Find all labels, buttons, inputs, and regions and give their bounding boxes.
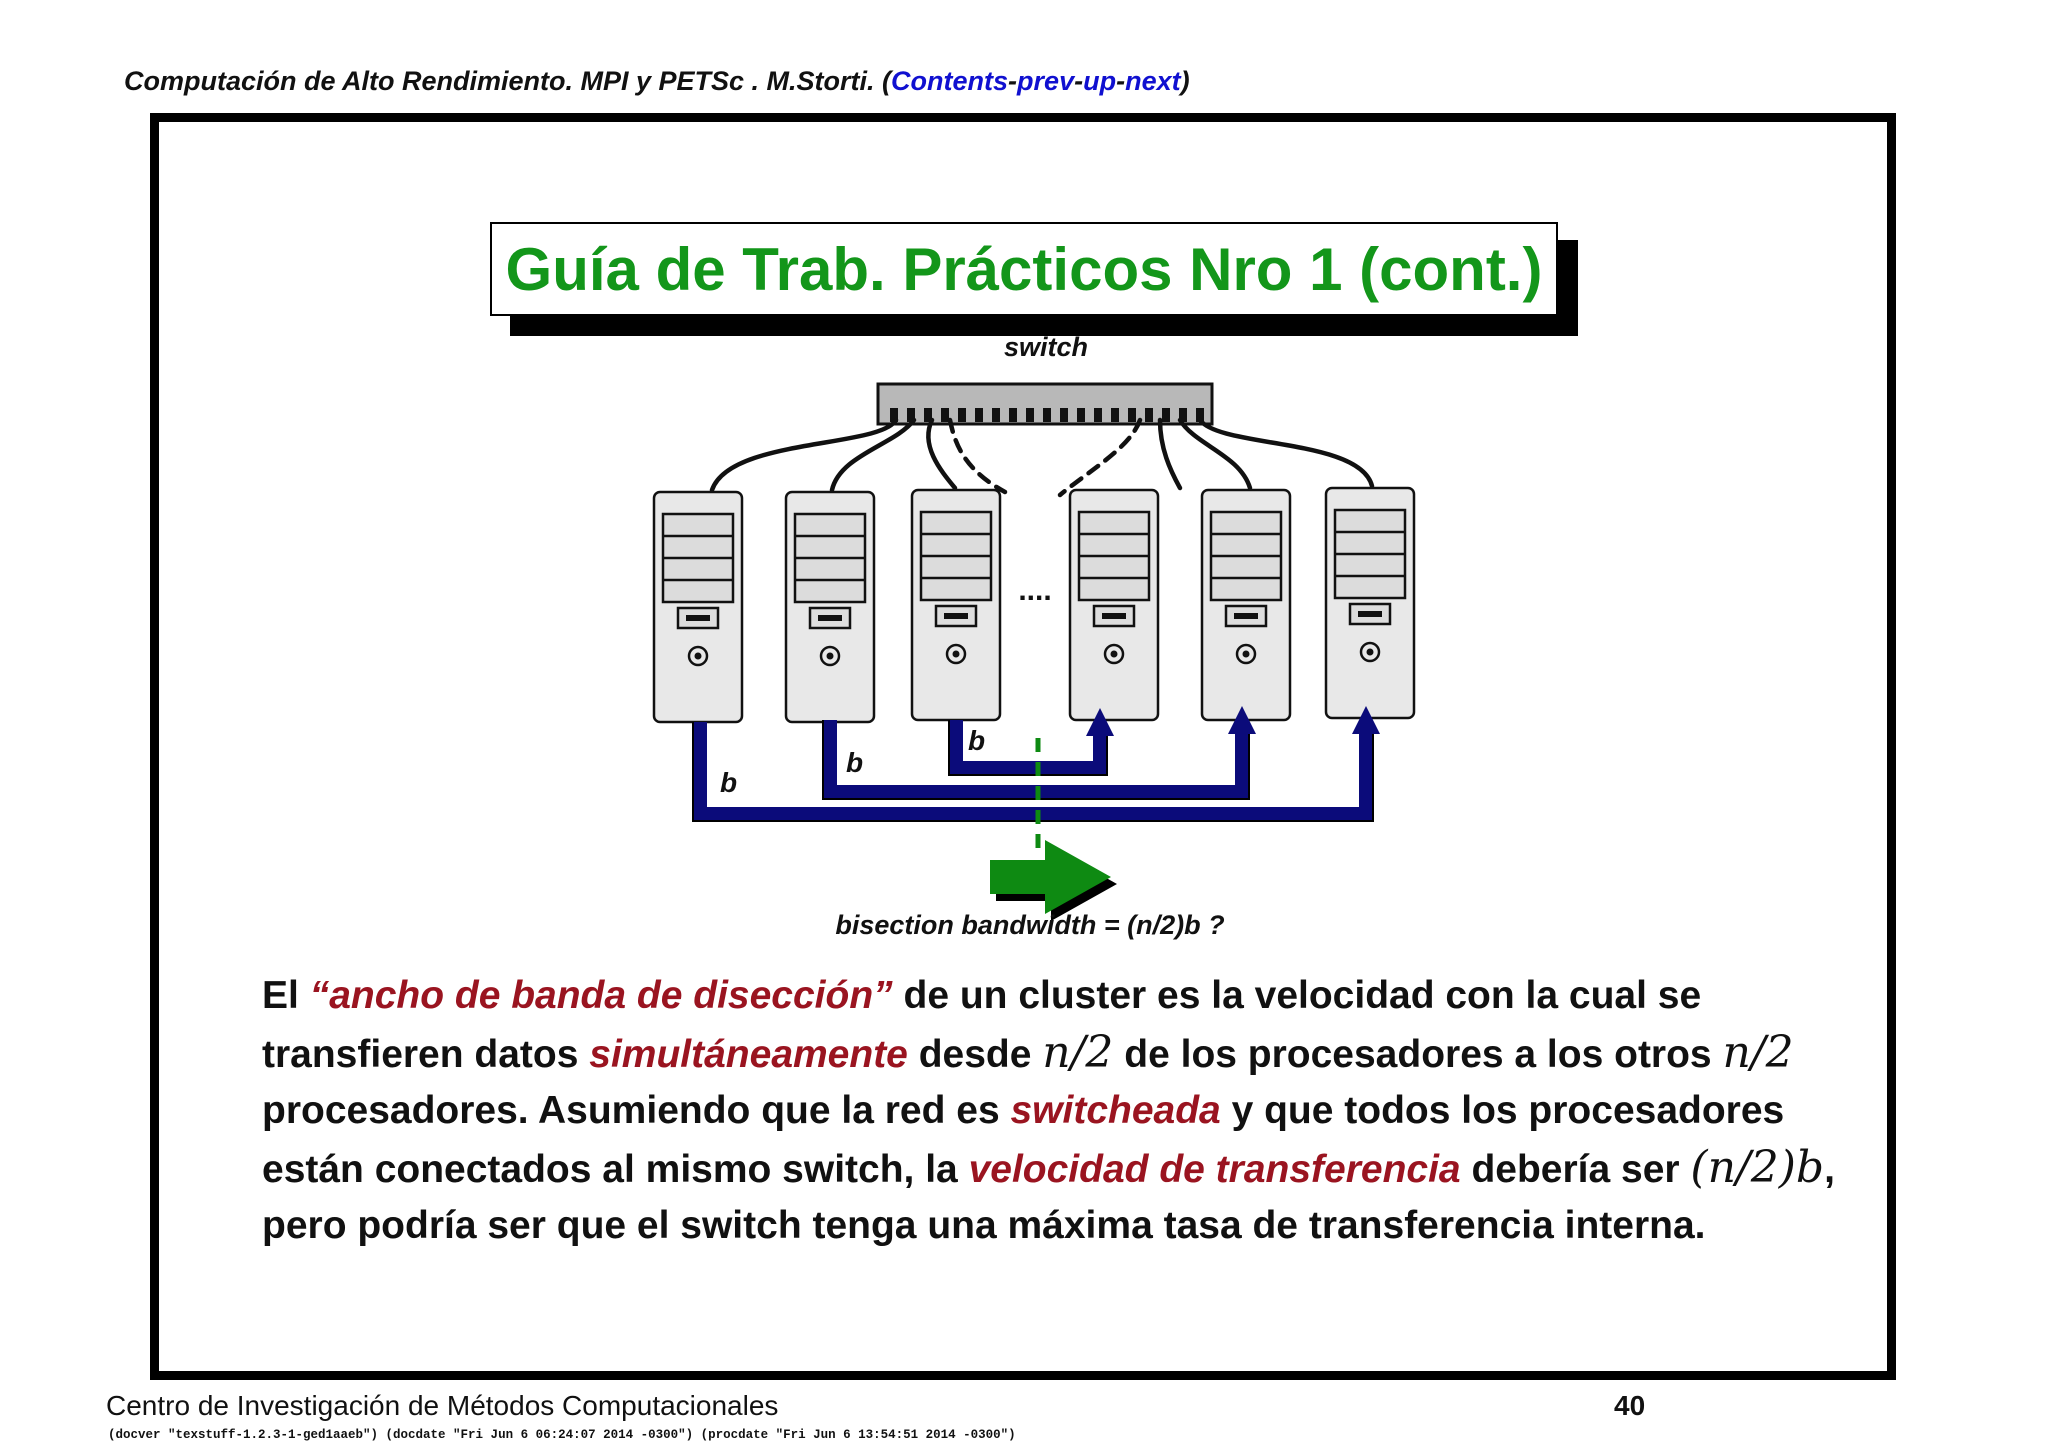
footer-metadata: (docver "texstuff-1.2.3-1-ged1aaeb") (docdate "Fri Jun 6 06:24:07 2014 -0300") (procdate "Fri Jun 6 13:54:51 2014 -0300") (108, 1428, 1016, 1442)
computer-6 (1326, 488, 1414, 718)
ellipsis-dots: .... (1018, 574, 1052, 607)
slide-title: Guía de Trab. Prácticos Nro 1 (cont.) (490, 222, 1558, 316)
up-link[interactable]: up (1083, 66, 1117, 96)
link-label-1: b (720, 767, 738, 798)
link-label-3: b (968, 725, 986, 756)
computer-3 (912, 490, 1000, 720)
next-link[interactable]: next (1125, 66, 1181, 96)
bisection-label: bisection bandwidth = (n/2)b ? (835, 910, 1225, 940)
switch-device (878, 384, 1212, 424)
math-expression: n/2 (1042, 1026, 1114, 1078)
page-number: 40 (1614, 1390, 1646, 1421)
running-header: Computación de Alto Rendimiento. MPI y PETSc . M.Storti. (Contents-prev-up-next) (124, 66, 1190, 96)
switch-label: switch (1003, 332, 1089, 362)
highlight-term: velocidad de transferencia (968, 1147, 1461, 1191)
math-expression: n/2 (1722, 1026, 1794, 1078)
highlight-term: simultáneamente (589, 1032, 908, 1076)
contents-link[interactable]: Contents (891, 66, 1009, 96)
body-paragraph: El “ancho de banda de disección” de un cluster es la velocidad con la cual se transfieren datos simultáneamente desde n/2 de los procesadores a los otros n/2 procesadores. Asumiendo que la red es switcheada y que todos los procesadores están conectados al mismo switch, la velocidad de transferencia debería ser (n/2)b, pero podría ser que el switch tenga una máxima tasa de transferencia interna. (262, 974, 1835, 1247)
footer-institution: Centro de Investigación de Métodos Computacionales (106, 1390, 779, 1421)
link-label-2: b (846, 747, 864, 778)
highlight-term: switcheada (1010, 1089, 1221, 1132)
computer-2 (786, 492, 874, 722)
network-cables (712, 420, 1372, 495)
computer-4 (1070, 490, 1158, 720)
math-expression: (n/2)b (1690, 1141, 1825, 1193)
cluster-diagram (620, 330, 1440, 950)
computer-5 (1202, 490, 1290, 720)
computer-1 (654, 492, 742, 722)
bisection-arrow (990, 840, 1117, 921)
prev-link[interactable]: prev (1017, 66, 1075, 96)
header-title: Computación de Alto Rendimiento. MPI y PETSc . M.Storti. ( (124, 66, 892, 96)
highlight-term: “ancho de banda de disección” (309, 974, 893, 1017)
